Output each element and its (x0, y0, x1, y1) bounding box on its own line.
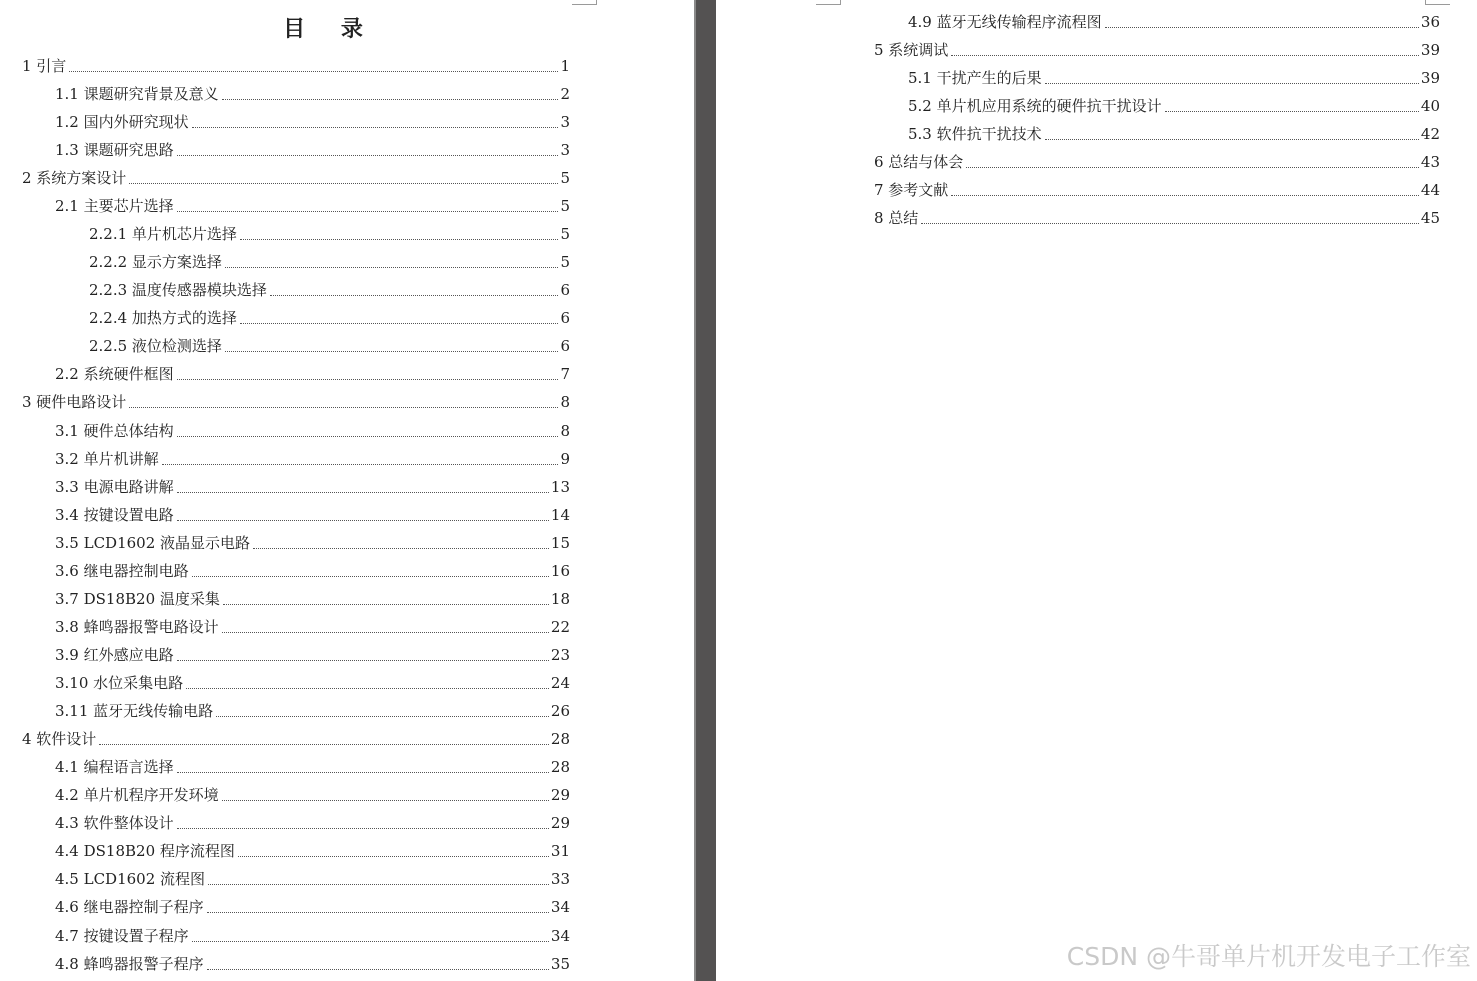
toc-entry-title: 3.4 按键设置电路 (55, 506, 174, 524)
toc-entry-page: 45 (1420, 209, 1440, 227)
toc-entry-title: 3.9 红外感应电路 (55, 646, 174, 664)
toc-entry[interactable] (55, 644, 570, 664)
toc-entry-title: 3.10 水位采集电路 (55, 674, 184, 692)
toc-entry[interactable] (55, 111, 570, 131)
toc-entry-title: 4.8 蜂鸣器报警子程序 (55, 955, 204, 973)
toc-entry-title: 3.11 蓝牙无线传输电路 (55, 702, 214, 720)
toc-entry-title: 2.2.3 温度传感器模块选择 (89, 281, 267, 299)
dot-leader (207, 968, 549, 970)
toc-entry-title: 2.2.1 单片机芯片选择 (89, 225, 237, 243)
toc-entry-title: 4.7 按键设置子程序 (55, 927, 189, 945)
toc-entry-title: 4.2 单片机程序开发环境 (55, 786, 219, 804)
toc-entry-title: 1.2 国内外研究现状 (55, 113, 189, 131)
toc-entry-title: 4.3 软件整体设计 (55, 814, 174, 832)
toc-entry-page: 23 (550, 646, 570, 664)
right-page (716, 0, 1477, 981)
dot-leader (192, 940, 549, 942)
toc-entry[interactable] (22, 167, 570, 187)
toc-entry[interactable] (55, 868, 570, 888)
dot-leader (921, 222, 1419, 224)
dot-leader (270, 294, 559, 296)
toc-entry[interactable] (22, 728, 570, 748)
toc-entry-page: 13 (550, 478, 570, 496)
toc-entry[interactable] (55, 560, 570, 580)
dot-leader (240, 322, 559, 324)
dot-leader (177, 378, 559, 380)
toc-entry[interactable] (55, 896, 570, 916)
toc-entry-page: 28 (550, 758, 570, 776)
toc-entry-title: 1 引言 (22, 57, 67, 75)
toc-entry-page: 8 (560, 422, 570, 440)
toc-entry[interactable] (55, 588, 570, 608)
dot-leader (186, 687, 549, 689)
toc-entry-title: 1.3 课题研究思路 (55, 141, 174, 159)
dot-leader (177, 519, 549, 521)
dot-leader (1165, 110, 1419, 112)
toc-entry-title: 5.1 干扰产生的后果 (908, 69, 1042, 87)
toc-title: 目 录 (283, 16, 377, 42)
dot-leader (225, 266, 559, 268)
toc-entry-page: 14 (550, 506, 570, 524)
toc-entry[interactable] (22, 55, 570, 75)
dot-leader (951, 54, 1419, 56)
toc-entry-page: 44 (1420, 181, 1440, 199)
toc-entry-title: 3 硬件电路设计 (22, 393, 127, 411)
toc-entry[interactable] (55, 812, 570, 832)
toc-entry-page: 6 (560, 337, 570, 355)
toc-entry[interactable] (55, 840, 570, 860)
toc-entry-title: 5.2 单片机应用系统的硬件抗干扰设计 (908, 97, 1162, 115)
toc-entry-title: 5 系统调试 (874, 41, 949, 59)
dot-leader (177, 435, 559, 437)
toc-entry-page: 18 (550, 590, 570, 608)
toc-entry-title: 4.4 DS18B20 程序流程图 (55, 842, 235, 860)
toc-entry-page: 39 (1420, 69, 1440, 87)
toc-entry-page: 5 (560, 169, 570, 187)
dot-leader (192, 126, 559, 128)
toc-entry[interactable] (55, 672, 570, 692)
toc-entry[interactable] (55, 784, 570, 804)
toc-entry-page: 29 (550, 814, 570, 832)
toc-entry[interactable] (89, 251, 570, 271)
toc-entry[interactable] (89, 223, 570, 243)
dot-leader (177, 210, 559, 212)
toc-entry-title: 3.3 电源电路讲解 (55, 478, 174, 496)
toc-entry-title: 2.1 主要芯片选择 (55, 197, 174, 215)
toc-entry[interactable] (55, 83, 570, 103)
toc-entry-page: 26 (550, 702, 570, 720)
toc-entry-title: 2.2.4 加热方式的选择 (89, 309, 237, 327)
toc-entry[interactable] (89, 279, 570, 299)
dot-leader (192, 575, 549, 577)
dot-leader (222, 799, 549, 801)
toc-entry-page: 2 (560, 85, 570, 103)
toc-entry[interactable] (55, 504, 570, 524)
toc-entry-page: 15 (550, 534, 570, 552)
toc-entry-page: 42 (1420, 125, 1440, 143)
toc-entry[interactable] (55, 616, 570, 636)
toc-entry[interactable] (874, 151, 1440, 171)
toc-entry-title: 4.1 编程语言选择 (55, 758, 174, 776)
toc-entry[interactable] (22, 391, 570, 411)
toc-entry[interactable] (55, 756, 570, 776)
toc-entry[interactable] (89, 307, 570, 327)
dot-leader (129, 182, 558, 184)
toc-entry-page: 5 (560, 253, 570, 271)
toc-entry-page: 43 (1420, 153, 1440, 171)
dot-leader (238, 855, 549, 857)
toc-entry-title: 3.1 硬件总体结构 (55, 422, 174, 440)
toc-entry-page: 7 (560, 365, 570, 383)
dot-leader (225, 350, 559, 352)
toc-entry-title: 4.5 LCD1602 流程图 (55, 870, 206, 888)
dot-leader (222, 98, 559, 100)
toc-entry[interactable] (55, 448, 570, 468)
toc-entry-page: 34 (550, 898, 570, 916)
toc-entry[interactable] (89, 335, 570, 355)
dot-leader (208, 883, 549, 885)
dot-leader (162, 463, 559, 465)
toc-entry[interactable] (908, 95, 1440, 115)
toc-entry-title: 7 参考文献 (874, 181, 949, 199)
toc-entry-page: 3 (560, 141, 570, 159)
toc-entry-title: 4.6 继电器控制子程序 (55, 898, 204, 916)
toc-entry[interactable] (55, 925, 570, 945)
toc-entry-title: 3.2 单片机讲解 (55, 450, 159, 468)
toc-entry[interactable] (908, 11, 1440, 31)
crop-mark (816, 0, 841, 5)
dot-leader (177, 771, 549, 773)
toc-entry-page: 8 (560, 393, 570, 411)
toc-entry-title: 2.2.2 显示方案选择 (89, 253, 222, 271)
toc-entry-page: 31 (550, 842, 570, 860)
toc-entry-title: 8 总结 (874, 209, 919, 227)
toc-entry[interactable] (55, 363, 570, 383)
dot-leader (129, 406, 558, 408)
toc-entry-page: 1 (560, 57, 570, 75)
toc-entry-page: 6 (560, 281, 570, 299)
dot-leader (69, 70, 558, 72)
dot-leader (216, 715, 549, 717)
dot-leader (1045, 82, 1419, 84)
toc-entry[interactable] (874, 179, 1440, 199)
toc-entry-page: 40 (1420, 97, 1440, 115)
watermark: CSDN @牛哥单片机开发电子工作室 (1066, 942, 1471, 971)
toc-entry-page: 5 (560, 197, 570, 215)
toc-entry[interactable] (908, 123, 1440, 143)
toc-entry-page: 33 (550, 870, 570, 888)
toc-entry-title: 6 总结与体会 (874, 153, 964, 171)
toc-entry-page: 22 (550, 618, 570, 636)
page-gutter (696, 0, 716, 981)
dot-leader (1045, 138, 1419, 140)
dot-leader (951, 194, 1419, 196)
dot-leader (177, 827, 549, 829)
toc-entry-page: 35 (550, 955, 570, 973)
toc-entry-title: 4.9 蓝牙无线传输程序流程图 (908, 13, 1102, 31)
toc-entry-title: 2.2 系统硬件框图 (55, 365, 174, 383)
dot-leader (223, 603, 549, 605)
toc-entry-title: 4 软件设计 (22, 730, 97, 748)
toc-entry-page: 29 (550, 786, 570, 804)
crop-mark (572, 0, 597, 5)
toc-entry[interactable] (55, 139, 570, 159)
toc-entry-title: 2.2.5 液位检测选择 (89, 337, 222, 355)
toc-entry[interactable] (55, 420, 570, 440)
toc-entry[interactable] (908, 67, 1440, 87)
toc-entry[interactable] (55, 195, 570, 215)
dot-leader (207, 911, 549, 913)
toc-entry[interactable] (874, 39, 1440, 59)
dot-leader (966, 166, 1419, 168)
toc-entry[interactable] (55, 532, 570, 552)
toc-entry-page: 3 (560, 113, 570, 131)
toc-entry[interactable] (874, 207, 1440, 227)
toc-entry-page: 36 (1420, 13, 1440, 31)
dot-leader (222, 631, 549, 633)
toc-entry-page: 5 (560, 225, 570, 243)
toc-entry-page: 6 (560, 309, 570, 327)
toc-entry-page: 9 (560, 450, 570, 468)
toc-entry[interactable] (55, 476, 570, 496)
crop-mark (1425, 0, 1450, 5)
toc-entry-title: 3.8 蜂鸣器报警电路设计 (55, 618, 219, 636)
toc-entry-title: 3.7 DS18B20 温度采集 (55, 590, 220, 608)
dot-leader (177, 154, 559, 156)
toc-entry-title: 1.1 课题研究背景及意义 (55, 85, 219, 103)
left-page (0, 0, 696, 981)
toc-entry-page: 16 (550, 562, 570, 580)
dot-leader (177, 659, 549, 661)
toc-entry-page: 24 (550, 674, 570, 692)
toc-entry-title: 3.6 继电器控制电路 (55, 562, 189, 580)
toc-entry-page: 28 (550, 730, 570, 748)
toc-entry-page: 39 (1420, 41, 1440, 59)
dot-leader (253, 547, 549, 549)
toc-entry-title: 5.3 软件抗干扰技术 (908, 125, 1042, 143)
dot-leader (1105, 26, 1419, 28)
dot-leader (99, 743, 549, 745)
toc-entry[interactable] (55, 700, 570, 720)
toc-entry-page: 34 (550, 927, 570, 945)
toc-entry-title: 2 系统方案设计 (22, 169, 127, 187)
toc-entry[interactable] (55, 953, 570, 973)
dot-leader (177, 491, 549, 493)
toc-entry-title: 3.5 LCD1602 液晶显示电路 (55, 534, 251, 552)
dot-leader (240, 238, 559, 240)
